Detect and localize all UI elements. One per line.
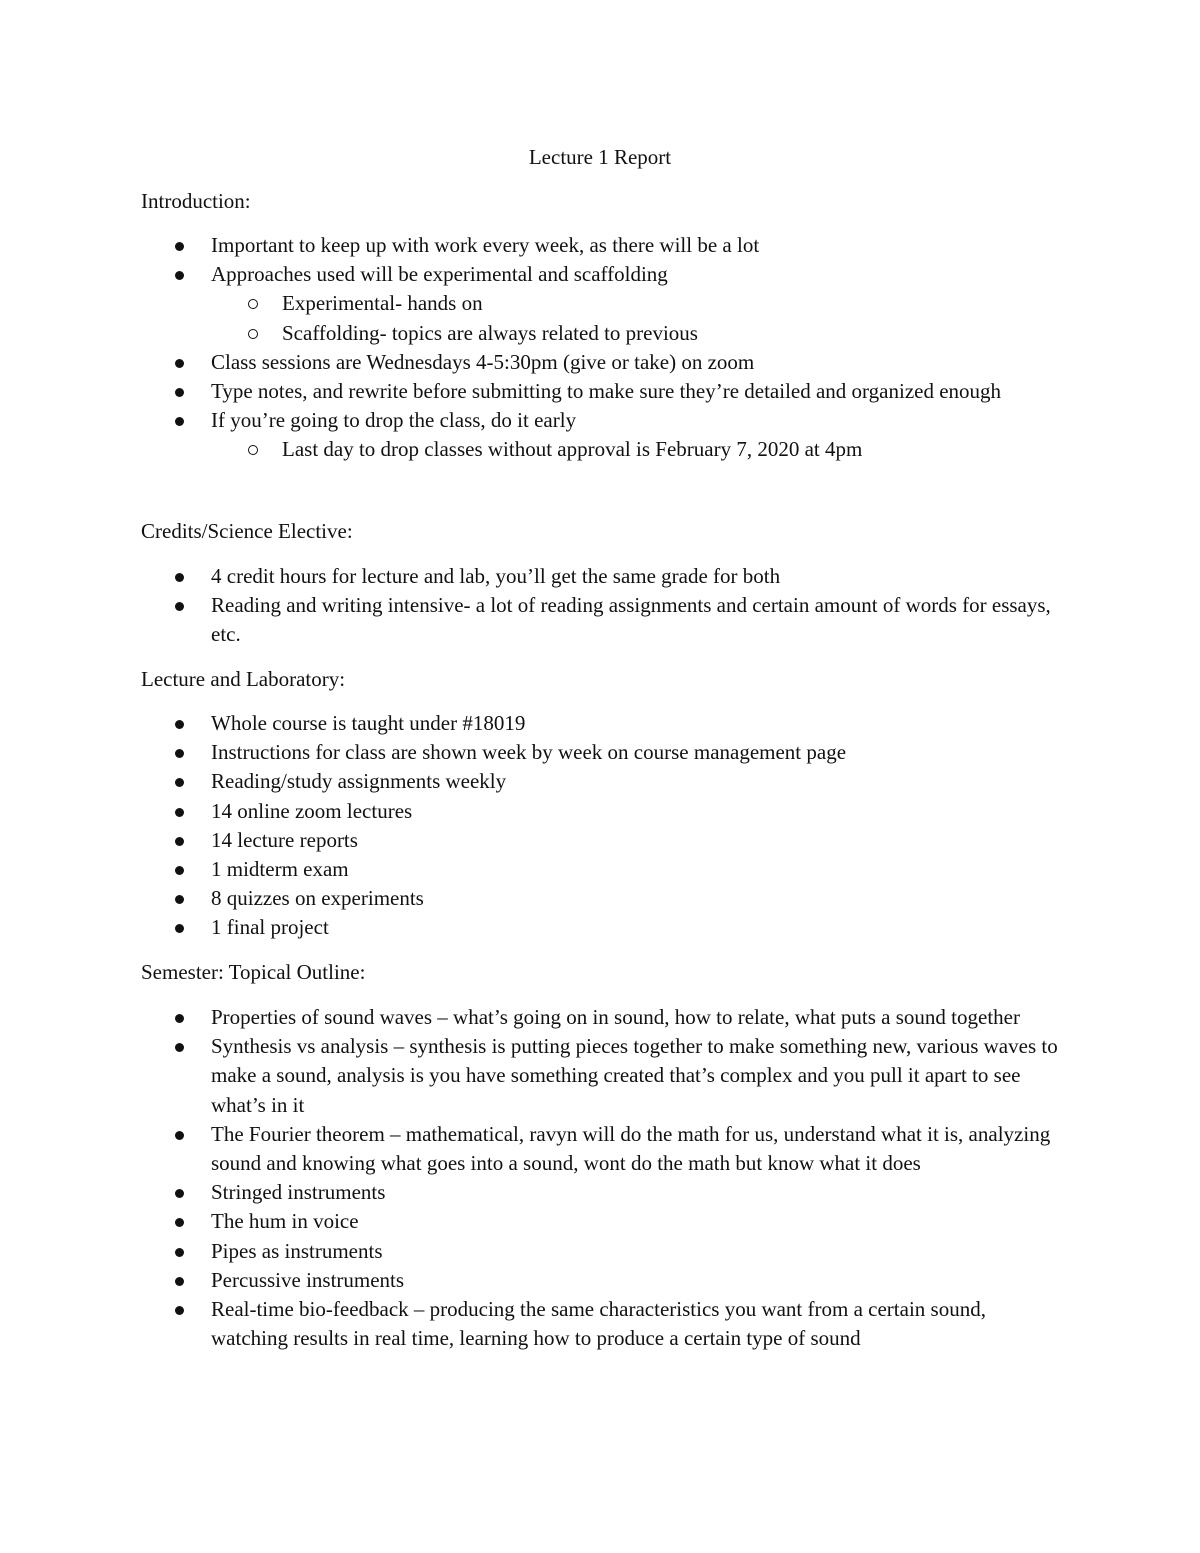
list-item [0, 377, 1061, 406]
bullet-icon [175, 837, 184, 846]
bullet-icon [175, 924, 184, 933]
bullet-icon [175, 1306, 184, 1315]
bullet-icon [175, 388, 184, 397]
list-item [0, 348, 1061, 377]
circle-bullet-icon [248, 445, 258, 455]
list-item-text: Reading and writing intensive- a lot of reading assignments and certain amount of words for essays, etc. [211, 593, 1051, 647]
list-item-text: Pipes as instruments [211, 1238, 383, 1263]
section-heading-introduction: Introduction: [141, 189, 251, 213]
section-heading-topical-outline: Semester: Topical Outline: [141, 960, 366, 984]
list-item-text: Properties of sound waves – what’s going on in sound, how to relate, what puts a sound together [211, 1005, 1020, 1029]
bullet-icon [175, 242, 184, 251]
list-item [0, 591, 1061, 649]
bullet-icon [175, 778, 184, 787]
list-item-text: Stringed instruments [211, 1180, 386, 1205]
list-item [0, 1178, 1061, 1207]
list-item-text: Real-time bio-feedback – producing the same characteristics you want from a certain sound, watching results in real time, learning how to produce a certain type of sound [211, 1297, 986, 1351]
list-item [0, 709, 1061, 738]
bullet-icon [175, 1043, 184, 1052]
list-item [0, 1003, 1061, 1032]
list-item [0, 562, 1061, 591]
list-item-text: 8 quizzes on experiments [211, 886, 424, 911]
list-item-text: Experimental- hands on [282, 291, 483, 316]
section-heading-credits: Credits/Science Elective: [141, 519, 353, 543]
list-item [0, 738, 1061, 767]
list-item [0, 406, 1061, 435]
list-item-text: 1 final project [211, 915, 329, 940]
list-item-text: 4 credit hours for lecture and lab, you’ll get the same grade for both [211, 564, 781, 588]
list-item [0, 884, 1061, 913]
bullet-icon [175, 1218, 184, 1227]
circle-bullet-icon [248, 329, 258, 339]
list-item-text: If you’re going to drop the class, do it early [211, 408, 577, 433]
list-item [0, 1032, 1061, 1120]
list-item [0, 1295, 1061, 1353]
bullet-icon [175, 808, 184, 817]
list-item [0, 855, 1061, 884]
list-item [0, 1207, 1061, 1236]
list-item [0, 1237, 1061, 1266]
bullet-icon [175, 895, 184, 904]
document-title: Lecture 1 Report [528, 145, 672, 169]
bullet-icon [175, 1189, 184, 1198]
sub-list-item [0, 319, 1062, 348]
list-item-text: 14 online zoom lectures [211, 798, 413, 823]
list-item-text: Last day to drop classes without approval is February 7, 2020 at 4pm [282, 437, 863, 462]
bullet-icon [175, 1248, 184, 1257]
list-item-text: The Fourier theorem – mathematical, ravyn will do the math for us, understand what it is, analyzing sound and knowing what goes into a sound, wont do the math but know what it does [211, 1121, 1051, 1176]
circle-bullet-icon [248, 299, 258, 309]
list-item-text: Whole course is taught under #18019 [211, 711, 526, 735]
list-item [0, 1266, 1061, 1295]
bullet-icon [175, 359, 184, 368]
credits-list [0, 562, 1200, 650]
bullet-icon [175, 1277, 184, 1286]
bullet-icon [175, 602, 184, 611]
list-item [0, 260, 1061, 289]
list-item-text: The hum in voice [211, 1209, 359, 1234]
bullet-icon [175, 417, 184, 426]
bullet-icon [175, 866, 184, 875]
sub-list-item [0, 289, 1062, 318]
bullet-icon [175, 749, 184, 758]
list-item-text: Instructions for class are shown week by week on course management page [211, 740, 847, 765]
list-item-text: 1 midterm exam [211, 857, 349, 882]
list-item-text: Type notes, and rewrite before submitting to make sure they’re detailed and organized enough [211, 379, 1002, 404]
introduction-list [0, 231, 1200, 465]
list-item-text: Scaffolding- topics are always related to previous [282, 320, 698, 345]
list-item-text: Synthesis vs analysis – synthesis is putting pieces together to make something new, various waves to make a sound, analysis is you have something created that’s complex and you pull it apart to see what’s in it [211, 1034, 1058, 1117]
list-item [0, 913, 1061, 942]
bullet-icon [175, 1014, 184, 1023]
list-item-text: Approaches used will be experimental and scaffolding [211, 262, 668, 287]
bullet-icon [175, 1131, 184, 1140]
list-item-text: Percussive instruments [211, 1267, 405, 1292]
list-item-text: Important to keep up with work every week, as there will be a lot [211, 233, 760, 257]
bullet-icon [175, 720, 184, 729]
sub-list-item [0, 435, 1062, 464]
list-item-text: Reading/study assignments weekly [211, 769, 507, 794]
lecture-lab-list [0, 709, 1200, 943]
bullet-icon [175, 271, 184, 280]
list-item [0, 1120, 1061, 1178]
list-item [0, 231, 1061, 260]
list-item-text: 14 lecture reports [211, 827, 358, 852]
section-heading-lecture-lab: Lecture and Laboratory: [141, 667, 346, 691]
list-item [0, 797, 1061, 826]
topical-outline-list [0, 1003, 1200, 1353]
list-item [0, 826, 1061, 855]
list-item [0, 767, 1061, 796]
bullet-icon [175, 573, 184, 582]
list-item-text: Class sessions are Wednesdays 4-5:30pm (give or take) on zoom [211, 349, 755, 374]
